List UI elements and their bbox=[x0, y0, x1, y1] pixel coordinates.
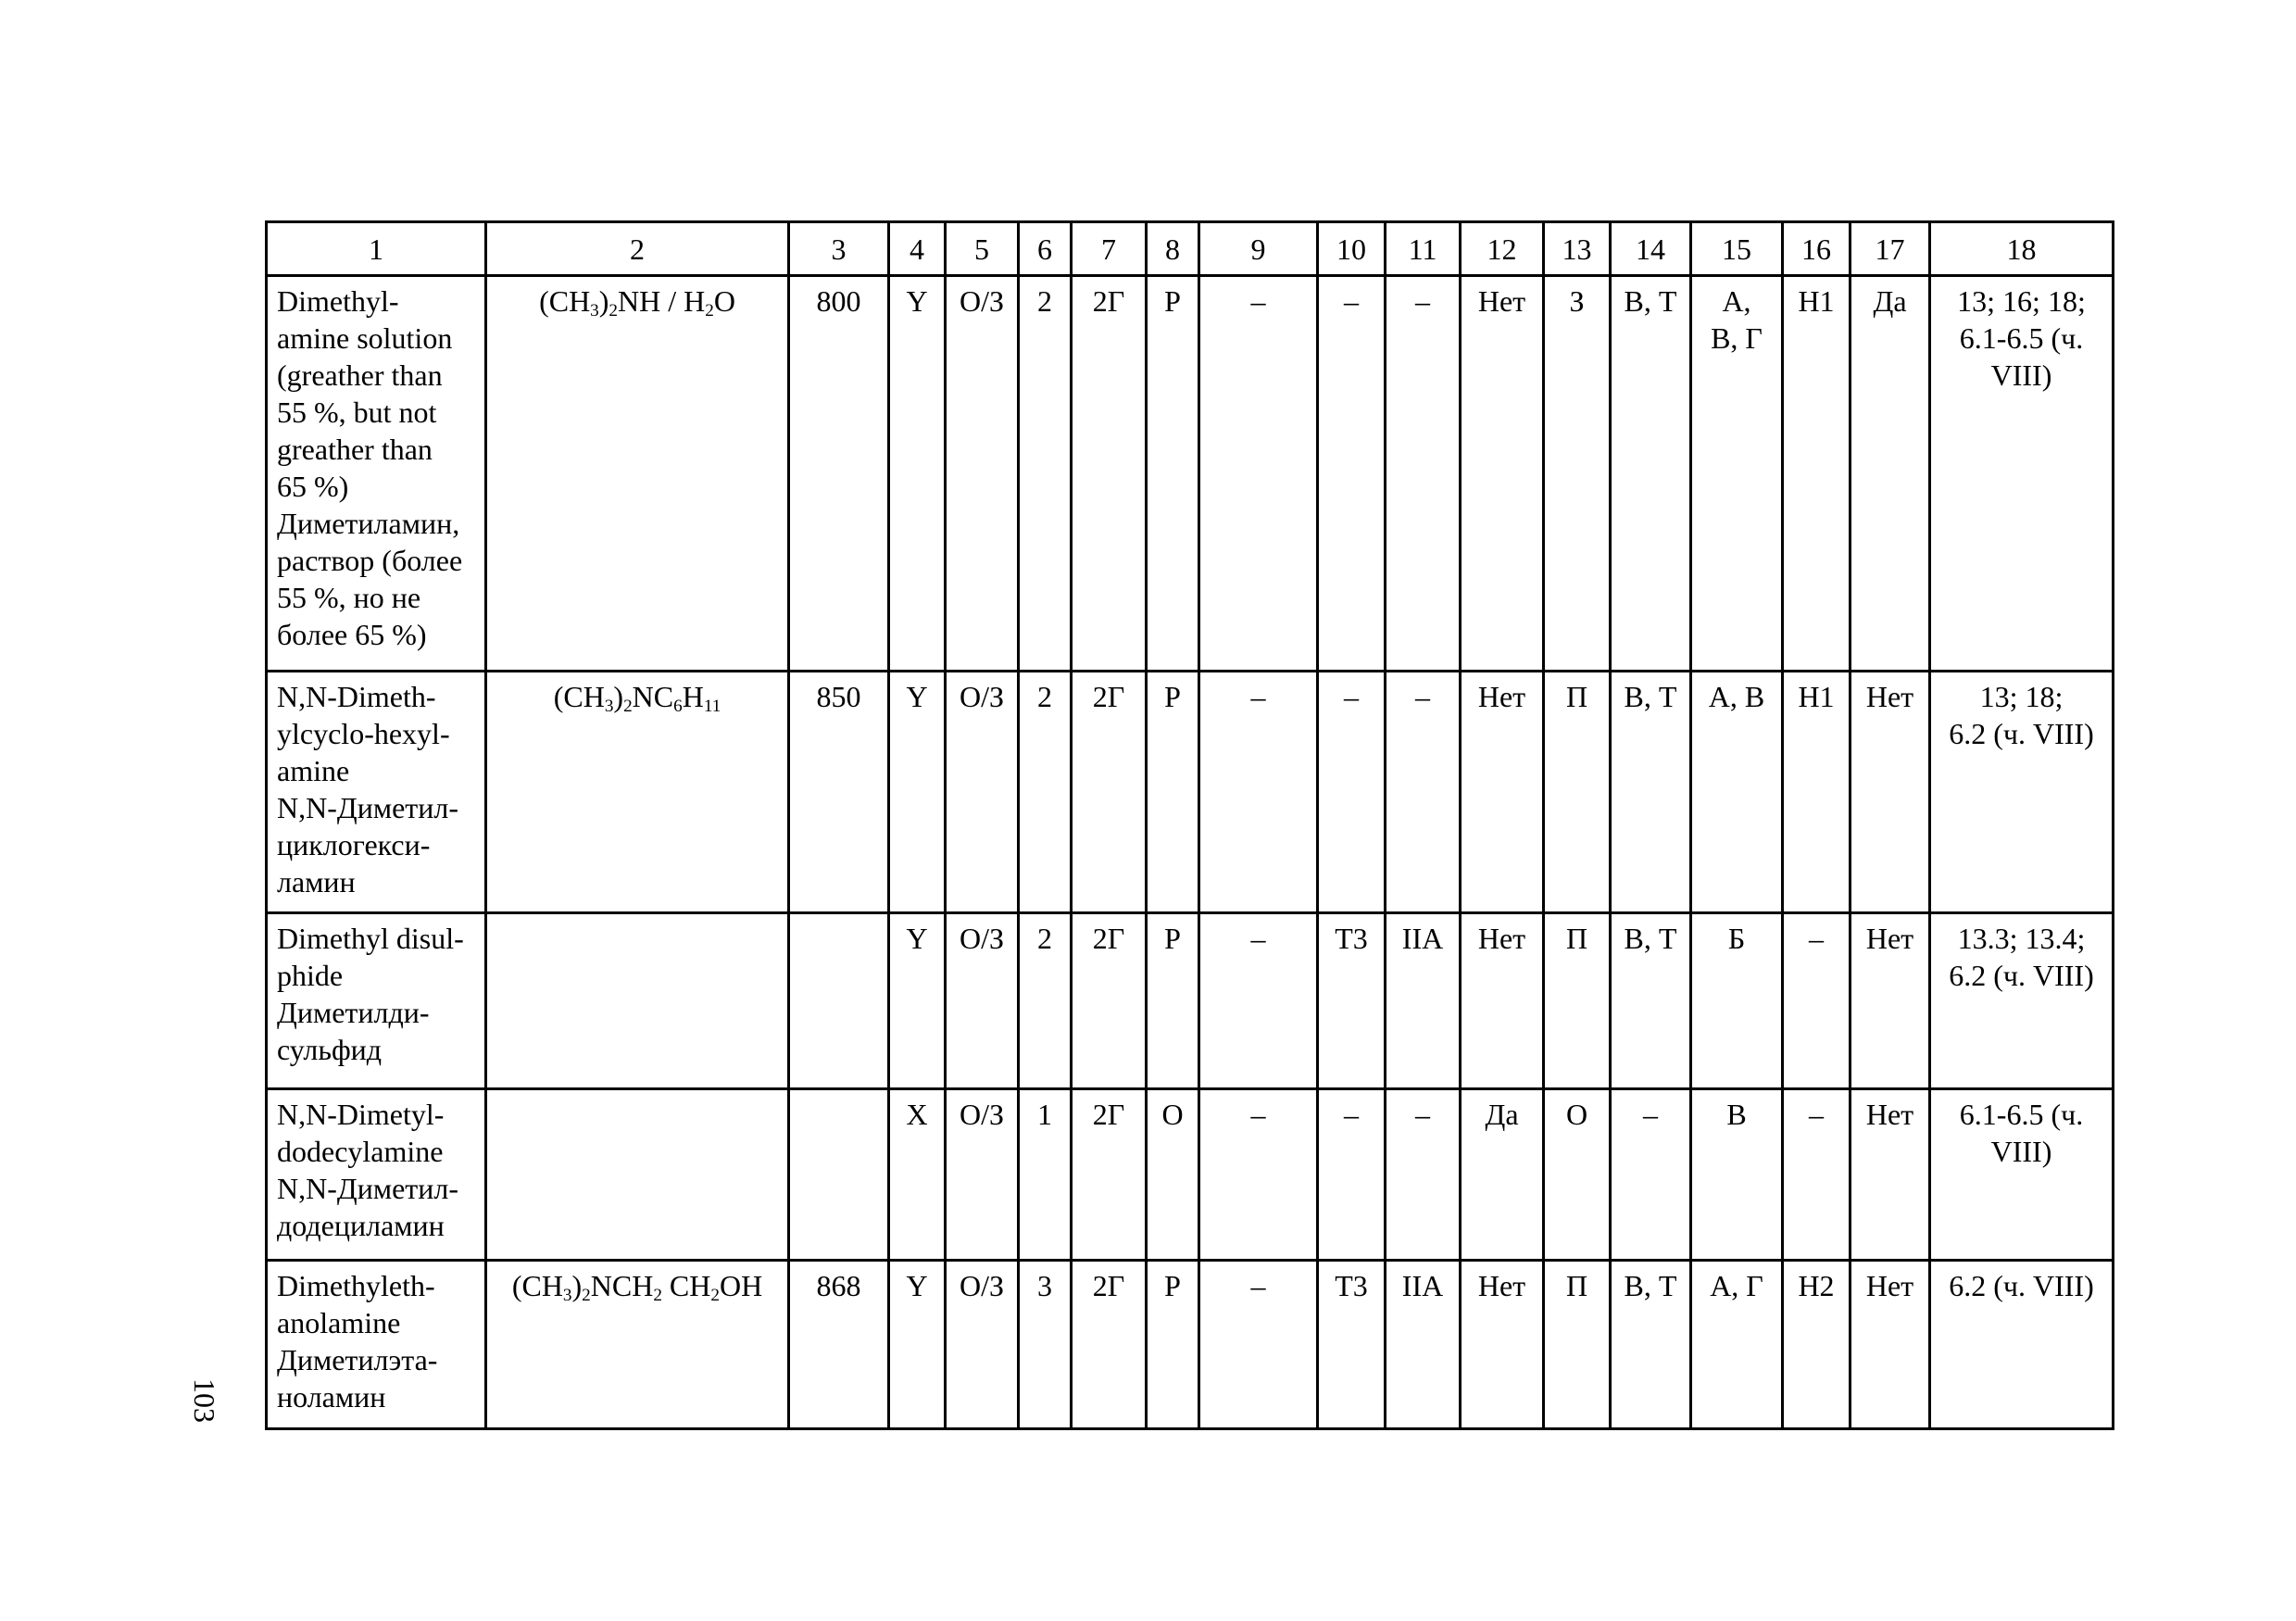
column-number-header: 5 bbox=[946, 222, 1019, 276]
formula-subscript: 2 bbox=[623, 696, 633, 716]
table-cell-c10: – bbox=[1318, 1089, 1386, 1261]
table-cell-c9: – bbox=[1199, 276, 1318, 672]
column-number-header: 17 bbox=[1851, 222, 1930, 276]
table-cell-c12: Нет bbox=[1461, 672, 1544, 913]
table-cell-c8: Р bbox=[1147, 276, 1199, 672]
table-cell-c11: – bbox=[1386, 276, 1461, 672]
table-cell-c3 bbox=[789, 913, 889, 1089]
table-cell-c7: 2Г bbox=[1072, 672, 1147, 913]
table-cell-c15: Б bbox=[1691, 913, 1783, 1089]
table-cell-c12: Нет bbox=[1461, 1261, 1544, 1429]
column-number-header: 4 bbox=[889, 222, 946, 276]
table-cell-c6: 2 bbox=[1019, 913, 1072, 1089]
table-cell-c18: 13.3; 13.4; 6.2 (ч. VIII) bbox=[1930, 913, 2114, 1089]
table-cell-c10: – bbox=[1318, 672, 1386, 913]
table-cell-c14: В, Т bbox=[1611, 1261, 1691, 1429]
formula-subscript: 2 bbox=[653, 1285, 662, 1305]
column-number-header: 10 bbox=[1318, 222, 1386, 276]
table-cell-c15: А, В, Г bbox=[1691, 276, 1783, 672]
table-cell-c15: А, В bbox=[1691, 672, 1783, 913]
table-cell-c4: Y bbox=[889, 1261, 946, 1429]
table-cell-c18: 13; 16; 18; 6.1-6.5 (ч. VIII) bbox=[1930, 276, 2114, 672]
table-cell-c5: О/З bbox=[946, 1261, 1019, 1429]
chemical-formula-cell bbox=[486, 913, 789, 1089]
chemical-formula-cell bbox=[486, 1089, 789, 1261]
column-number-header: 16 bbox=[1783, 222, 1851, 276]
column-number-header: 8 bbox=[1147, 222, 1199, 276]
table-cell-c5: О/З bbox=[946, 672, 1019, 913]
table-cell-c14: В, Т bbox=[1611, 913, 1691, 1089]
table-cell-c4: Y bbox=[889, 672, 946, 913]
table-cell-c15: А, Г bbox=[1691, 1261, 1783, 1429]
page-number: 103 bbox=[188, 1378, 221, 1423]
product-name-cell: Dimethyl disul- phide Диметилди- сульфид bbox=[267, 913, 486, 1089]
table-cell-c13: П bbox=[1544, 672, 1611, 913]
column-number-header: 14 bbox=[1611, 222, 1691, 276]
table-cell-c17: Да bbox=[1851, 276, 1930, 672]
table-cell-c16: – bbox=[1783, 913, 1851, 1089]
formula-subscript: 6 bbox=[673, 696, 683, 716]
table-header bbox=[267, 222, 2114, 276]
table-cell-c16: Н1 bbox=[1783, 276, 1851, 672]
table-cell-c8: Р bbox=[1147, 672, 1199, 913]
chemical-formula-cell: $(CH_3)_2NH / H_2O$ bbox=[486, 276, 789, 672]
table-cell-c9: – bbox=[1199, 1261, 1318, 1429]
table-row bbox=[267, 672, 2114, 913]
product-name-cell: Dimethyleth- anolamine Диметилэта- ноламин bbox=[267, 1261, 486, 1429]
table-cell-c3: 850 bbox=[789, 672, 889, 913]
formula-subscript: 2 bbox=[705, 300, 714, 320]
column-number-header: 12 bbox=[1461, 222, 1544, 276]
table-row bbox=[267, 913, 2114, 1089]
product-name-cell: N,N-Dimeth- ylcyclo-hexyl- amine N,N-Диметил- циклогекси- ламин bbox=[267, 672, 486, 913]
table-cell-c14: – bbox=[1611, 1089, 1691, 1261]
table-cell-c3: 800 bbox=[789, 276, 889, 672]
table-cell-c10: Т3 bbox=[1318, 913, 1386, 1089]
formula-subscript: 3 bbox=[562, 1285, 572, 1305]
table-cell-c6: 3 bbox=[1019, 1261, 1072, 1429]
table-cell-c4: Y bbox=[889, 276, 946, 672]
table-row bbox=[267, 276, 2114, 672]
formula-subscript: 2 bbox=[582, 1285, 591, 1305]
table-cell-c9: – bbox=[1199, 1089, 1318, 1261]
product-name-cell: Dimethyl- amine solution (greather than 55 %, but not greather than 65 %) Диметиламин, раствор (более 55 %, но не более 65 %) bbox=[267, 276, 486, 672]
table-cell-c16: – bbox=[1783, 1089, 1851, 1261]
table-cell-c6: 2 bbox=[1019, 672, 1072, 913]
table-cell-c7: 2Г bbox=[1072, 913, 1147, 1089]
column-number-header: 13 bbox=[1544, 222, 1611, 276]
table-cell-c12: Да bbox=[1461, 1089, 1544, 1261]
table-cell-c9: – bbox=[1199, 913, 1318, 1089]
table-cell-c13: З bbox=[1544, 276, 1611, 672]
chemical-formula-cell: $(CH_3)_2NC_6H_{11}$ bbox=[486, 672, 789, 913]
formula-subscript: 3 bbox=[590, 300, 599, 320]
table-cell-c6: 2 bbox=[1019, 276, 1072, 672]
table-cell-c17: Нет bbox=[1851, 672, 1930, 913]
table-cell-c17: Нет bbox=[1851, 1261, 1930, 1429]
table-cell-c6: 1 bbox=[1019, 1089, 1072, 1261]
column-number-header: 7 bbox=[1072, 222, 1147, 276]
formula-subscript: 3 bbox=[604, 696, 614, 716]
table-body bbox=[267, 276, 2114, 1429]
column-number-header: 2 bbox=[486, 222, 789, 276]
table-cell-c11: IIA bbox=[1386, 913, 1461, 1089]
table-cell-c16: Н1 bbox=[1783, 672, 1851, 913]
table-cell-c3 bbox=[789, 1089, 889, 1261]
table-cell-c8: О bbox=[1147, 1089, 1199, 1261]
table-cell-c3: 868 bbox=[789, 1261, 889, 1429]
table-cell-c4: X bbox=[889, 1089, 946, 1261]
table-cell-c16: Н2 bbox=[1783, 1261, 1851, 1429]
table-row bbox=[267, 1261, 2114, 1429]
table-cell-c8: Р bbox=[1147, 1261, 1199, 1429]
table-cell-c13: О bbox=[1544, 1089, 1611, 1261]
table-cell-c18: 6.1-6.5 (ч. VIII) bbox=[1930, 1089, 2114, 1261]
table-cell-c14: В, Т bbox=[1611, 672, 1691, 913]
column-number-header: 1 bbox=[267, 222, 486, 276]
table-cell-c11: – bbox=[1386, 1089, 1461, 1261]
table-row bbox=[267, 1089, 2114, 1261]
table-cell-c10: Т3 bbox=[1318, 1261, 1386, 1429]
table-cell-c5: О/З bbox=[946, 913, 1019, 1089]
table-cell-c11: – bbox=[1386, 672, 1461, 913]
table-cell-c7: 2Г bbox=[1072, 1261, 1147, 1429]
table-cell-c18: 13; 18; 6.2 (ч. VIII) bbox=[1930, 672, 2114, 913]
column-number-header: 11 bbox=[1386, 222, 1461, 276]
formula-subscript: 2 bbox=[710, 1285, 720, 1305]
chemical-formula-cell: $(CH_3)_2NCH_2$ $CH_2OH$ bbox=[486, 1261, 789, 1429]
column-number-header: 6 bbox=[1019, 222, 1072, 276]
column-number-header: 15 bbox=[1691, 222, 1783, 276]
table-cell-c7: 2Г bbox=[1072, 276, 1147, 672]
table-cell-c11: IIA bbox=[1386, 1261, 1461, 1429]
table-cell-c14: В, Т bbox=[1611, 276, 1691, 672]
table-cell-c13: П bbox=[1544, 1261, 1611, 1429]
table-cell-c17: Нет bbox=[1851, 913, 1930, 1089]
table-cell-c12: Нет bbox=[1461, 276, 1544, 672]
data-table bbox=[265, 220, 2114, 1430]
formula-subscript: 2 bbox=[609, 300, 619, 320]
table-cell-c8: Р bbox=[1147, 913, 1199, 1089]
table-cell-c7: 2Г bbox=[1072, 1089, 1147, 1261]
table-cell-c13: П bbox=[1544, 913, 1611, 1089]
table-cell-c5: О/З bbox=[946, 1089, 1019, 1261]
table-cell-c4: Y bbox=[889, 913, 946, 1089]
header-row bbox=[267, 222, 2114, 276]
table-cell-c5: О/З bbox=[946, 276, 1019, 672]
table-cell-c12: Нет bbox=[1461, 913, 1544, 1089]
formula-subscript: 11 bbox=[703, 696, 721, 716]
column-number-header: 3 bbox=[789, 222, 889, 276]
column-number-header: 9 bbox=[1199, 222, 1318, 276]
table-cell-c10: – bbox=[1318, 276, 1386, 672]
table-cell-c18: 6.2 (ч. VIII) bbox=[1930, 1261, 2114, 1429]
table-cell-c17: Нет bbox=[1851, 1089, 1930, 1261]
table-cell-c15: В bbox=[1691, 1089, 1783, 1261]
product-name-cell: N,N-Dimetyl- dodecylamine N,N-Диметил- додециламин bbox=[267, 1089, 486, 1261]
table-cell-c9: – bbox=[1199, 672, 1318, 913]
column-number-header: 18 bbox=[1930, 222, 2114, 276]
